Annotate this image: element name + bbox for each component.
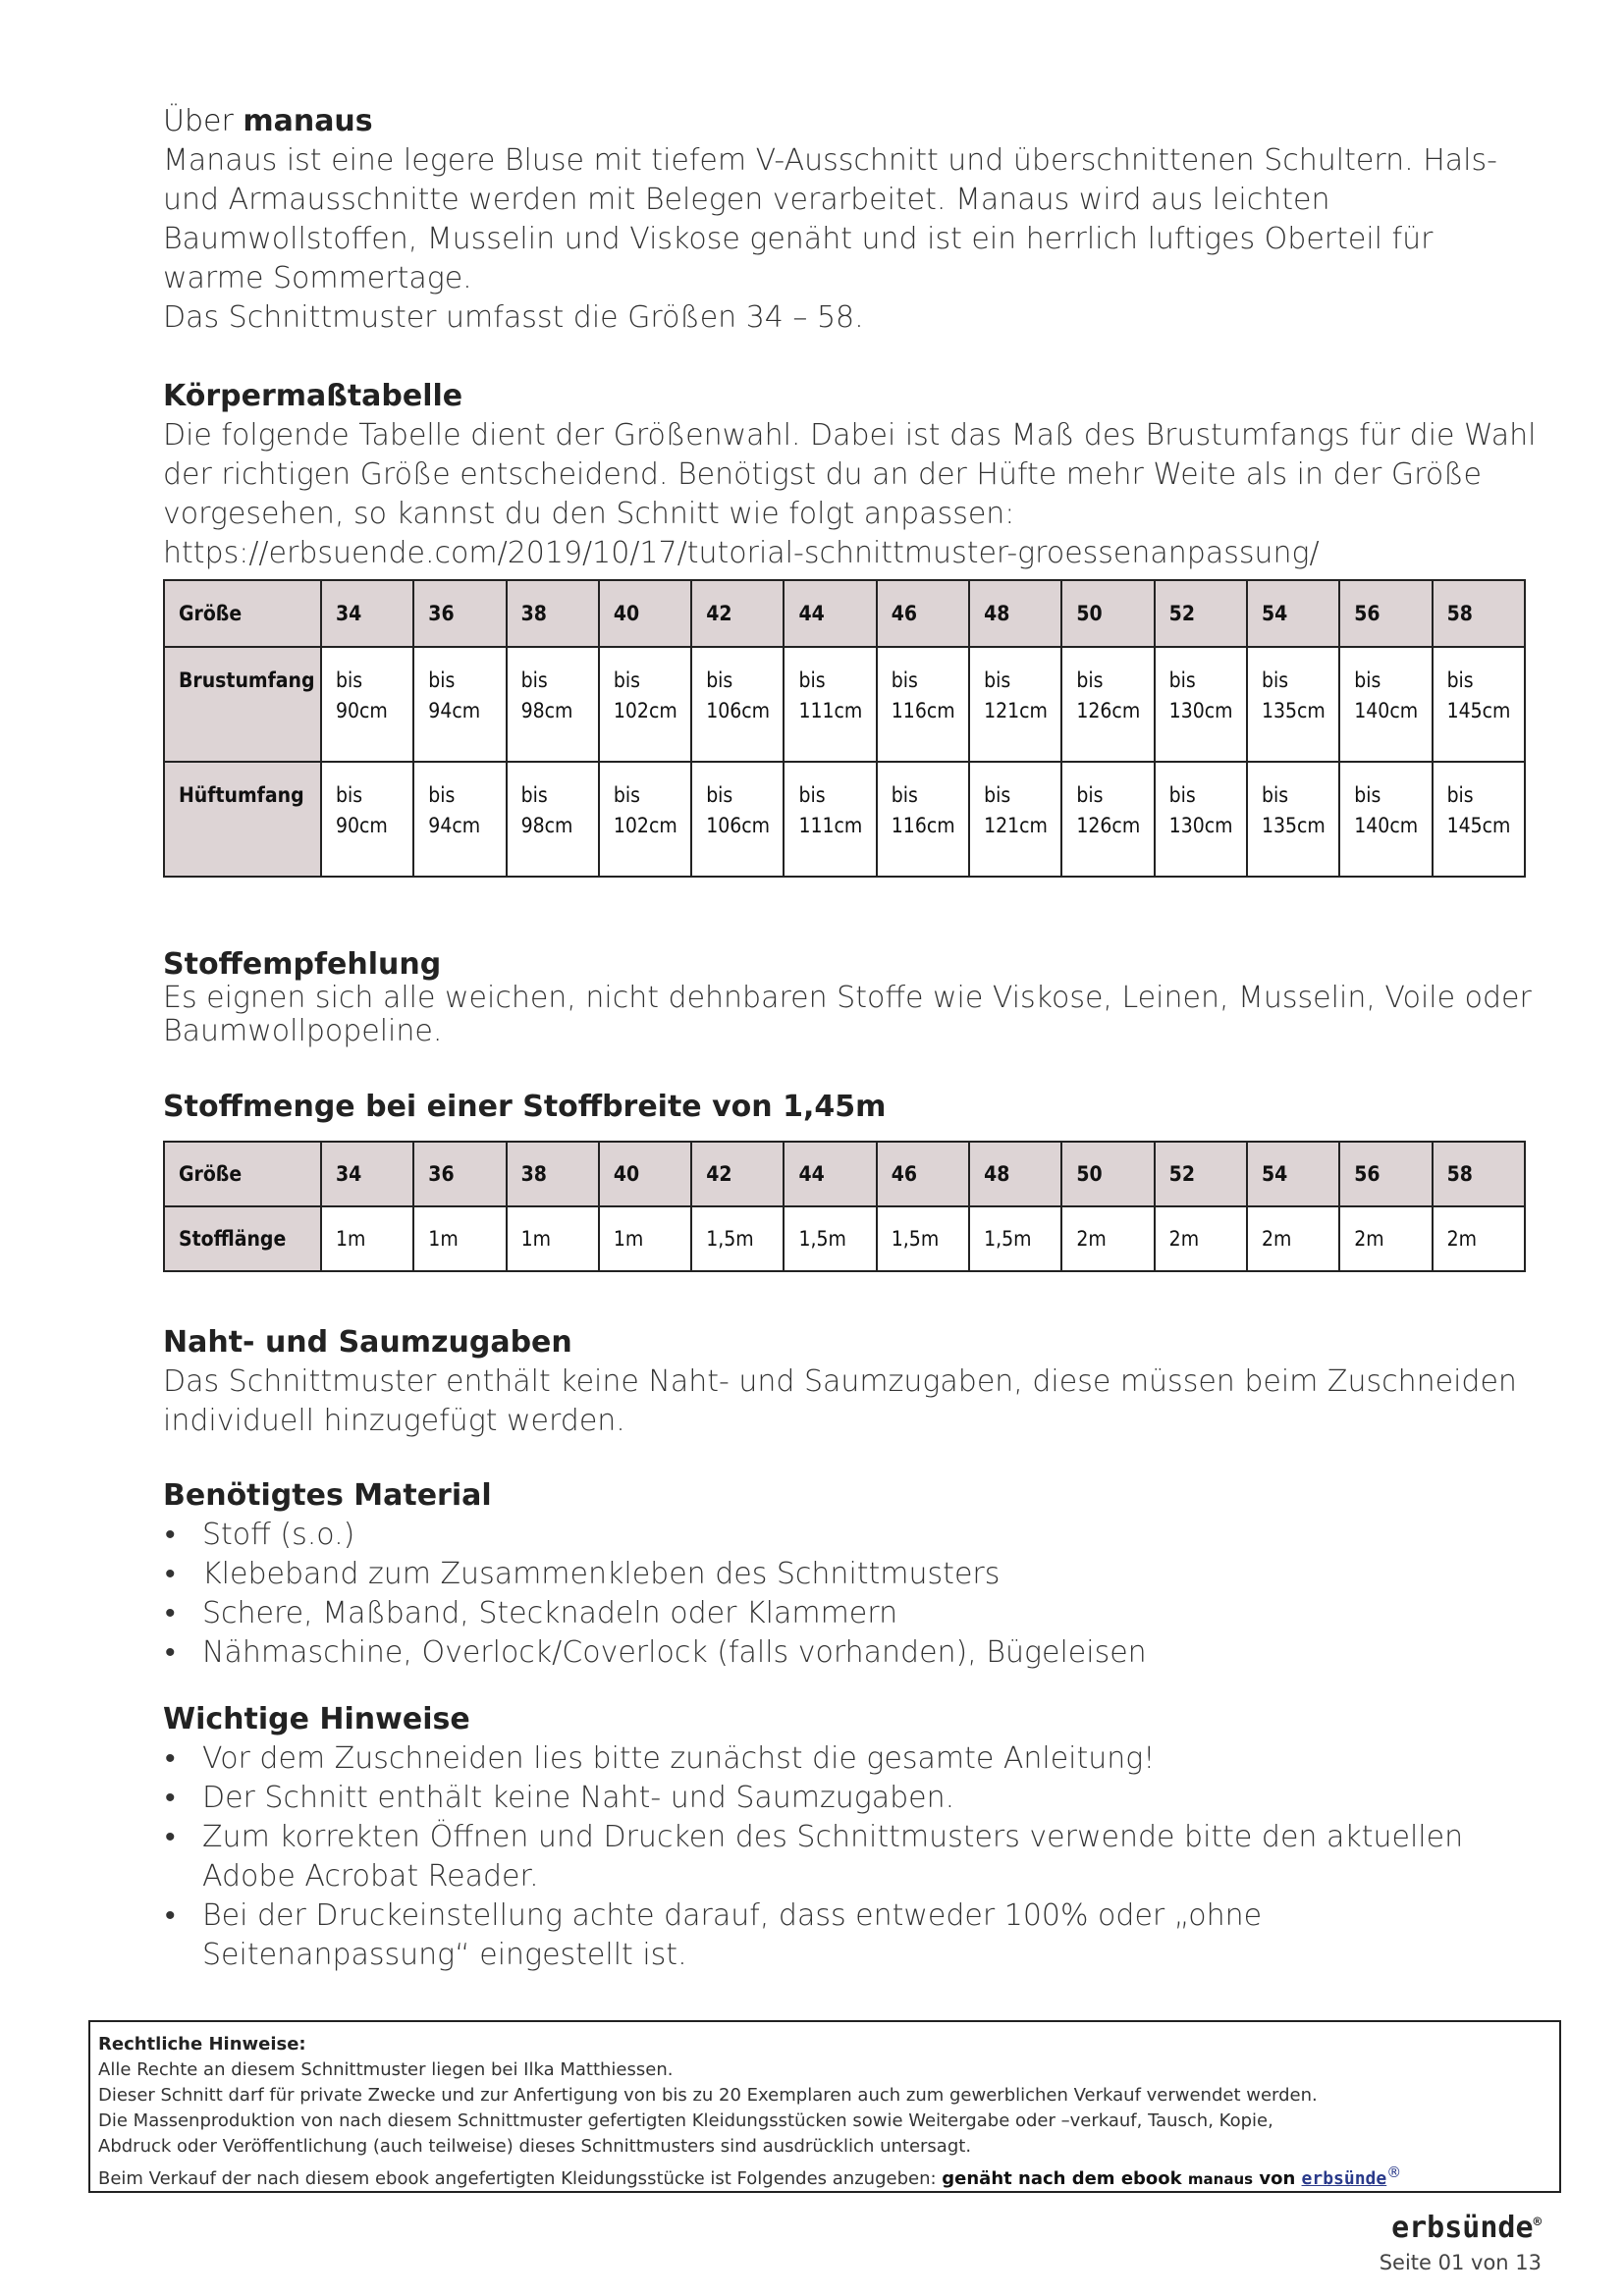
legal-line: Alle Rechte an diesem Schnittmuster liegen bei Ilka Matthiessen. (98, 2059, 674, 2080)
size-header-cell: 42 (691, 580, 784, 647)
legal-credit-bold: genäht nach dem ebook (942, 2168, 1188, 2189)
page-number: Seite 01 von 13 (1379, 2251, 1542, 2274)
about-title-name: manaus (243, 104, 373, 138)
body-measure-title: Körpermaßtabelle (163, 379, 463, 413)
size-header-cell: 36 (413, 1142, 506, 1206)
fabric-amount-table (163, 1141, 1526, 1272)
about-text: Manaus ist eine legere Bluse mit tiefem V-Ausschnitt und überschnittenen Schultern. Hals- und Armausschnitte werden mit Belegen verarbeitet. Manaus wird aus leichten Baumwollstoffen, Musselin und Viskose genäht und ist ein herrlich luftiges Oberteil für warme Sommertage. Das Schnittmuster umfasst die Größen 34 – 58. (163, 143, 1497, 335)
footer-brand-logo (1375, 2211, 1542, 2245)
fabric-length-cell: 2m (1433, 1206, 1525, 1271)
measure-cell: bis 102cm (599, 762, 691, 877)
measure-cell: bis 130cm (1155, 647, 1247, 762)
bullet-icon: • (165, 1898, 176, 1933)
fabric-length-cell: 2m (1155, 1206, 1247, 1271)
bullet-icon: • (165, 1596, 176, 1630)
size-header-cell: 46 (877, 1142, 969, 1206)
list-item (163, 1818, 1538, 1896)
size-header-cell: 42 (691, 1142, 784, 1206)
legal-last-line: Beim Verkauf der nach diesem ebook angefertigten Kleidungsstücke ist Folgendes anzugeben: (98, 2168, 943, 2189)
size-header-cell: 34 (321, 580, 413, 647)
size-header-cell: 50 (1061, 1142, 1154, 1206)
table-row (164, 762, 1525, 877)
bullet-icon: • (165, 1781, 176, 1815)
list-item (163, 1779, 1538, 1818)
footer-brand-reg: ® (1533, 2215, 1542, 2230)
measure-cell: bis 130cm (1155, 762, 1247, 877)
fabric-length-cell: 1,5m (877, 1206, 969, 1271)
seam-text: Das Schnittmuster enthält keine Naht- und Saumzugaben, diese müssen beim Zuschneiden individuell hinzugefügt werden. (163, 1364, 1517, 1438)
fabric-title: Stoffempfehlung (163, 947, 442, 982)
row-label-cell: Stofflänge (164, 1206, 321, 1271)
measure-cell: bis 106cm (691, 647, 784, 762)
measure-cell: bis 98cm (507, 762, 599, 877)
size-header-cell: 52 (1155, 1142, 1247, 1206)
size-header-cell: 44 (784, 1142, 876, 1206)
size-header-cell: 56 (1339, 580, 1432, 647)
legal-credit-line (98, 2160, 1551, 2192)
measure-cell: bis 140cm (1339, 762, 1432, 877)
size-header-cell: 38 (507, 1142, 599, 1206)
legal-notice-box (88, 2020, 1561, 2193)
fabric-amount-section (163, 1088, 1538, 1272)
notes-section (163, 1700, 1538, 1975)
table-header-row (164, 1142, 1525, 1206)
list-item-text: Bei der Druckeinstellung achte darauf, dass entweder 100% oder „ohne Seitenanpassung“ eingestellt ist. (202, 1898, 1263, 1972)
measure-cell: bis 111cm (784, 647, 876, 762)
list-item (163, 1594, 1538, 1633)
measure-cell: bis 90cm (321, 647, 413, 762)
list-item (163, 1555, 1538, 1594)
material-section (163, 1476, 1538, 1673)
fabric-length-cell: 1m (507, 1206, 599, 1271)
bullet-icon: • (165, 1741, 176, 1776)
list-item-text: Stoff (s.o.) (202, 1518, 355, 1552)
measure-cell: bis 116cm (877, 762, 969, 877)
list-item-text: Der Schnitt enthält keine Naht- und Saumzugaben. (202, 1781, 955, 1815)
legal-credit-reg: ® (1386, 2163, 1402, 2181)
body-measure-section (163, 377, 1538, 878)
notes-list (163, 1739, 1538, 1975)
fabric-amount-title: Stoffmenge bei einer Stoffbreite von 1,45m (163, 1090, 887, 1124)
size-header-cell: 48 (969, 580, 1061, 647)
size-adjust-link[interactable]: https://erbsuende.com/2019/10/17/tutorial-schnittmuster-groessenanpassung/ (163, 536, 1320, 570)
list-item-text: Zum korrekten Öffnen und Drucken des Schnittmusters verwende bitte den aktuellen Adobe Acrobat Reader. (202, 1820, 1464, 1894)
measure-cell: bis 135cm (1247, 647, 1339, 762)
row-label-cell: Brustumfang (164, 647, 321, 762)
seam-title: Naht- und Saumzugaben (163, 1325, 572, 1360)
list-item (163, 1896, 1538, 1975)
footer-brand-text: erbsünde (1391, 2211, 1534, 2245)
legal-line: Dieser Schnitt darf für private Zwecke und zur Anfertigung von bis zu 20 Exemplaren auch zum gewerblichen Verkauf verwendet werden. (98, 2085, 1318, 2106)
measure-cell: bis 145cm (1433, 647, 1525, 762)
legal-line: Abdruck oder Veröffentlichung (auch teilweise) dieses Schnittmusters sind ausdrücklich untersagt. (98, 2136, 972, 2157)
fabric-length-cell: 1,5m (784, 1206, 876, 1271)
size-header-cell: 40 (599, 1142, 691, 1206)
measure-cell: bis 140cm (1339, 647, 1432, 762)
list-item (163, 1633, 1538, 1673)
measure-cell: bis 126cm (1061, 647, 1154, 762)
body-measure-table (163, 579, 1526, 878)
measure-cell: bis 135cm (1247, 762, 1339, 877)
measure-cell: bis 111cm (784, 762, 876, 877)
measure-cell: bis 121cm (969, 762, 1061, 877)
size-header-cell: 58 (1433, 580, 1525, 647)
fabric-length-cell: 1,5m (969, 1206, 1061, 1271)
size-header-cell: 58 (1433, 1142, 1525, 1206)
list-item-text: Klebeband zum Zusammenkleben des Schnittmusters (202, 1557, 1001, 1591)
legal-credit-name: manaus (1187, 2170, 1254, 2188)
size-header-label: Größe (164, 580, 321, 647)
about-title (163, 102, 1538, 141)
fabric-text: Es eignen sich alle weichen, nicht dehnbaren Stoffe wie Viskose, Leinen, Musselin, Voile oder Baumwollpopeline. (163, 981, 1532, 1048)
fabric-length-cell: 1,5m (691, 1206, 784, 1271)
measure-cell: bis 145cm (1433, 762, 1525, 877)
measure-cell: bis 116cm (877, 647, 969, 762)
size-header-cell: 38 (507, 580, 599, 647)
bullet-icon: • (165, 1557, 176, 1591)
size-header-cell: 40 (599, 580, 691, 647)
measure-cell: bis 98cm (507, 647, 599, 762)
measure-cell: bis 94cm (413, 762, 506, 877)
page-content (163, 102, 1538, 1975)
size-header-cell: 36 (413, 580, 506, 647)
size-header-cell: 54 (1247, 1142, 1339, 1206)
list-item-text: Vor dem Zuschneiden lies bitte zunächst die gesamte Anleitung! (202, 1741, 1156, 1776)
size-header-label: Größe (164, 1142, 321, 1206)
fabric-length-cell: 1m (599, 1206, 691, 1271)
measure-cell: bis 102cm (599, 647, 691, 762)
size-header-cell: 52 (1155, 580, 1247, 647)
size-header-cell: 54 (1247, 580, 1339, 647)
size-header-cell: 46 (877, 580, 969, 647)
fabric-length-cell: 2m (1247, 1206, 1339, 1271)
size-header-cell: 34 (321, 1142, 413, 1206)
legal-credit-von: von (1253, 2168, 1302, 2189)
list-item (163, 1516, 1538, 1555)
body-measure-intro: Die folgende Tabelle dient der Größenwahl. Dabei ist das Maß des Brustumfangs für die Wahl der richtigen Größe entscheidend. Benötigst du an der Hüfte mehr Weite als in der Größe vorgesehen, so kannst du den Schnitt wie folgt anpassen: (163, 418, 1537, 531)
fabric-length-cell: 1m (413, 1206, 506, 1271)
list-item (163, 1739, 1538, 1779)
measure-cell: bis 126cm (1061, 762, 1154, 877)
notes-title: Wichtige Hinweise (163, 1702, 470, 1736)
size-header-cell: 50 (1061, 580, 1154, 647)
list-item-text: Schere, Maßband, Stecknadeln oder Klammern (202, 1596, 898, 1630)
measure-cell: bis 94cm (413, 647, 506, 762)
fabric-length-cell: 2m (1061, 1206, 1154, 1271)
bullet-icon: • (165, 1635, 176, 1670)
legal-lines (98, 2057, 1551, 2160)
measure-cell: bis 121cm (969, 647, 1061, 762)
size-header-cell: 44 (784, 580, 876, 647)
list-item-text: Nähmaschine, Overlock/Coverlock (falls vorhanden), Bügeleisen (202, 1635, 1147, 1670)
fabric-length-cell: 2m (1339, 1206, 1432, 1271)
about-title-prefix: Über (163, 104, 244, 138)
bullet-icon: • (165, 1518, 176, 1552)
about-section (163, 102, 1538, 338)
measure-cell: bis 90cm (321, 762, 413, 877)
legal-credit-brand[interactable]: erbsünde (1301, 2168, 1387, 2189)
table-row (164, 647, 1525, 762)
row-label-cell: Hüftumfang (164, 762, 321, 877)
measure-cell: bis 106cm (691, 762, 784, 877)
size-header-cell: 48 (969, 1142, 1061, 1206)
material-title: Benötigtes Material (163, 1478, 492, 1513)
legal-line: Die Massenproduktion von nach diesem Schnittmuster gefertigten Kleidungsstücken sowie Weitergabe oder –verkauf, Tausch, Kopie, (98, 2110, 1273, 2131)
fabric-length-cell: 1m (321, 1206, 413, 1271)
material-list (163, 1516, 1538, 1673)
bullet-icon: • (165, 1820, 176, 1854)
size-header-cell: 56 (1339, 1142, 1432, 1206)
fabric-section (163, 948, 1538, 1048)
table-header-row (164, 580, 1525, 647)
table-row (164, 1206, 1525, 1271)
seam-section (163, 1323, 1538, 1441)
legal-title: Rechtliche Hinweise: (98, 2034, 306, 2055)
